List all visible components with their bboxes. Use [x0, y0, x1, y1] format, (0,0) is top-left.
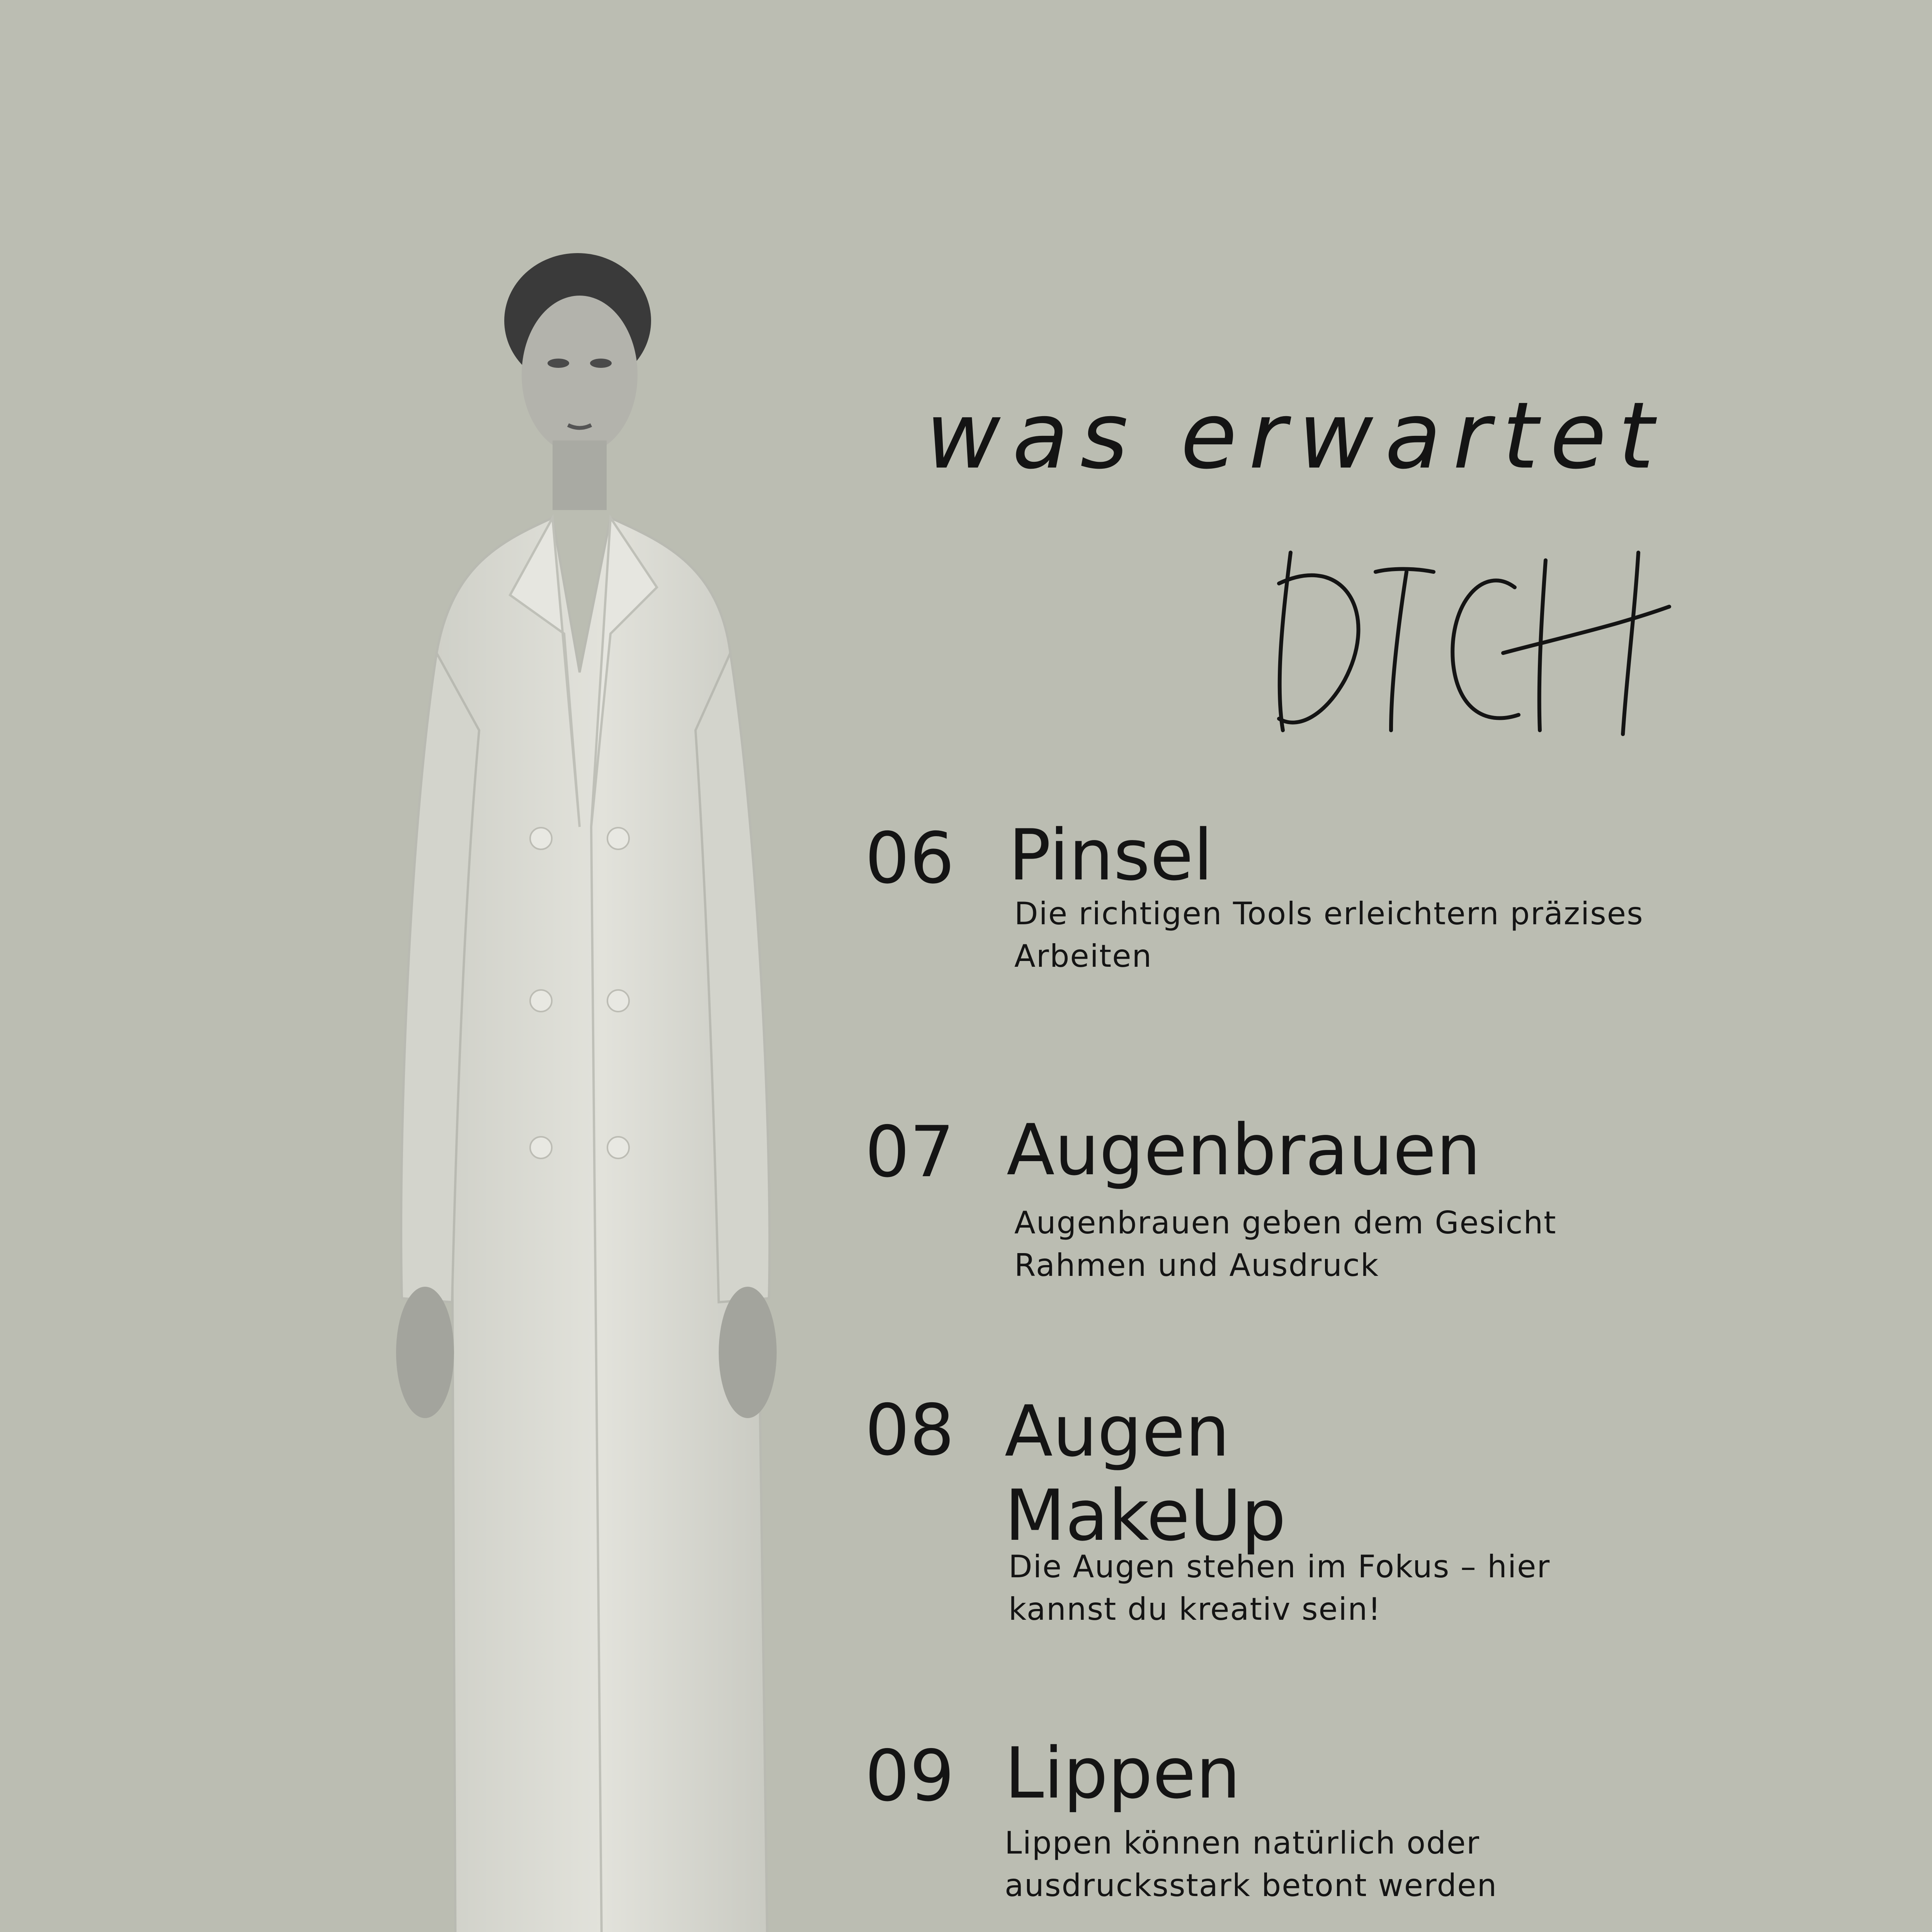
item-heading: Augenbrauen — [1007, 1109, 1481, 1191]
script-dich-graphic — [1267, 537, 1677, 753]
item-description: Die richtigen Tools erleichtern präzises Arbeiten — [1014, 896, 1644, 975]
item-number: 08 — [865, 1389, 954, 1471]
title-line-1: was erwartet — [925, 383, 1666, 490]
item-description: Die Augen stehen im Fokus – hier kannst du kreativ sein! — [1009, 1549, 1551, 1628]
item-heading: Augen MakeUp — [1005, 1390, 1286, 1557]
item-number: 06 — [865, 817, 954, 899]
item-number: 07 — [865, 1111, 954, 1193]
item-heading: Lippen — [1005, 1732, 1241, 1814]
item-description: Lippen können natürlich oder ausdrucksstark betont werden — [1005, 1825, 1498, 1904]
item-number: 09 — [865, 1735, 954, 1817]
item-description: Augenbrauen geben dem Gesicht Rahmen und Ausdruck — [1014, 1205, 1557, 1284]
woman-photo — [270, 247, 947, 1932]
item-heading: Pinsel — [1009, 814, 1213, 896]
